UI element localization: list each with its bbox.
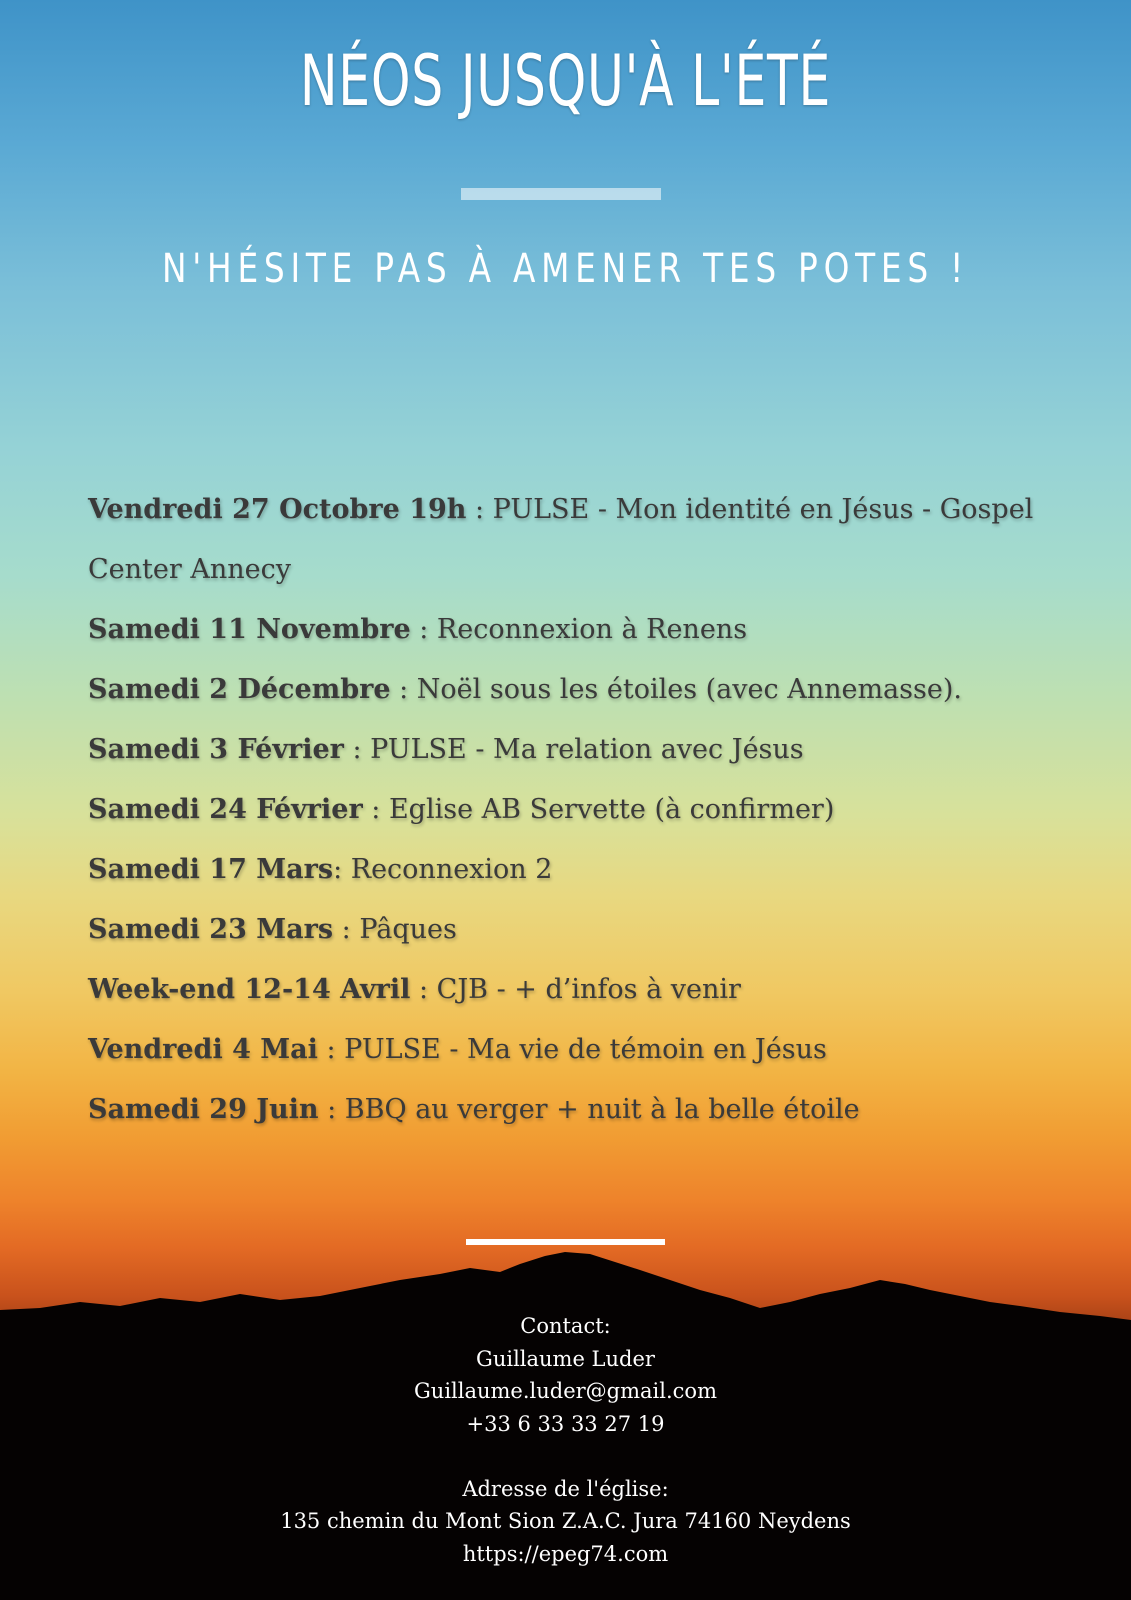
event-description: : PULSE - Ma relation avec Jésus (343, 734, 804, 765)
contact-spacer (0, 1440, 1131, 1473)
event-description: : CJB - + d’infos à venir (410, 974, 741, 1005)
event-date: Samedi 11 Novembre (88, 614, 411, 645)
contact-email[interactable]: Guillaume.luder@gmail.com (414, 1379, 717, 1403)
event-date: Samedi 2 Décembre (88, 674, 391, 705)
event-description: : Eglise AB Servette (à confirmer) (362, 794, 835, 825)
church-address: 135 chemin du Mont Sion Z.A.C. Jura 74160 Neydens (280, 1509, 851, 1533)
event-date: Samedi 17 Mars (88, 854, 334, 885)
event-item (88, 600, 1118, 660)
contact-phone[interactable]: +33 6 33 33 27 19 (466, 1411, 665, 1436)
event-description: : Noël sous les étoiles (avec Annemasse). (390, 674, 962, 705)
event-date: Samedi 29 Juin (88, 1094, 319, 1125)
event-item (88, 660, 1118, 720)
event-description: : PULSE - Mon identité en Jésus - Gospel Center Annecy (88, 494, 1034, 585)
website-link[interactable]: https://epeg74.com (462, 1541, 669, 1566)
poster-title: NÉOS JUSQU'À L'ÉTÉ (299, 40, 832, 122)
event-item (88, 900, 1118, 960)
event-date: Samedi 3 Février (88, 734, 344, 765)
address-label: Adresse de l'église: (462, 1476, 669, 1501)
bottom-divider (466, 1239, 665, 1245)
contact-label: Contact: (520, 1314, 611, 1338)
event-date: Samedi 24 Février (88, 794, 363, 825)
contact-block (0, 1310, 1131, 1570)
event-item (88, 720, 1118, 780)
event-date: Vendredi 4 Mai (88, 1034, 318, 1065)
contact-name: Guillaume Luder (476, 1346, 655, 1371)
event-description: : Reconnexion à Renens (410, 614, 748, 645)
poster-subtitle: N'HÉSITE PAS À AMENER TES POTES ! (162, 246, 969, 292)
event-description: : BBQ au verger + nuit à la belle étoile (318, 1094, 860, 1125)
event-item (88, 1080, 1118, 1140)
event-description: : Pâques (333, 914, 457, 945)
event-date: Week-end 12-14 Avril (88, 974, 411, 1005)
event-description: : Reconnexion 2 (333, 854, 553, 885)
event-item (88, 840, 1118, 900)
event-date: Vendredi 27 Octobre 19h (88, 494, 467, 525)
event-item (88, 1020, 1118, 1080)
event-item (88, 960, 1118, 1020)
event-item (88, 780, 1118, 840)
event-date: Samedi 23 Mars (88, 914, 334, 945)
top-divider (461, 188, 661, 200)
event-description: : PULSE - Ma vie de témoin en Jésus (317, 1034, 827, 1065)
event-item (88, 480, 1048, 600)
event-list (88, 480, 1118, 1140)
